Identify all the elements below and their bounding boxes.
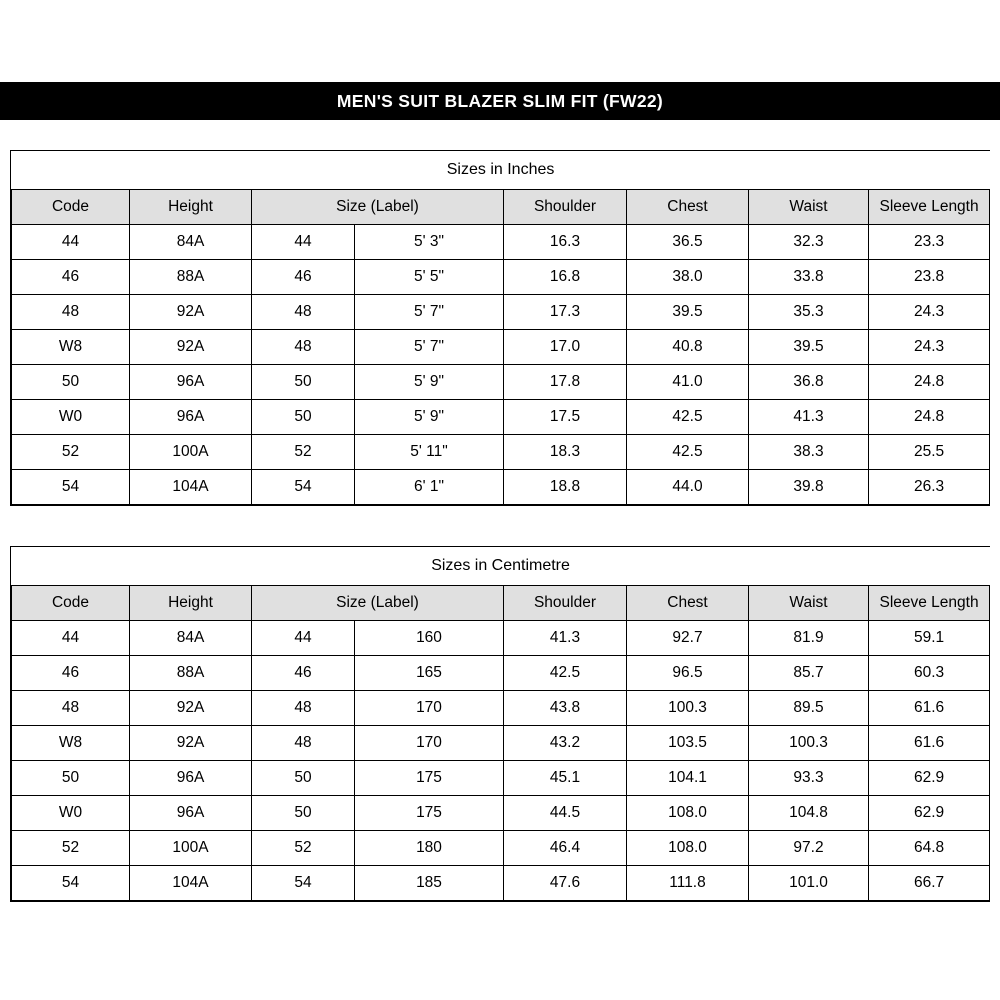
cell-shoulder: 17.5: [504, 400, 627, 435]
cell-size: 52: [252, 435, 355, 470]
table-row: [12, 435, 990, 470]
cell-shoulder: 43.8: [504, 691, 627, 726]
cell-chest: 42.5: [627, 435, 749, 470]
table-row: [12, 225, 990, 260]
cell-label: 5' 5": [355, 260, 504, 295]
table-row: [12, 761, 990, 796]
column-header-chest: Chest: [627, 190, 749, 225]
cell-sleeve: 23.3: [869, 225, 990, 260]
table-caption-row: [12, 151, 990, 190]
cell-size: 52: [252, 831, 355, 866]
cell-size: 48: [252, 330, 355, 365]
cell-sleeve: 24.8: [869, 400, 990, 435]
table-header-row: [12, 586, 990, 621]
cell-label: 5' 9": [355, 400, 504, 435]
cell-label: 165: [355, 656, 504, 691]
table-header-row: [12, 190, 990, 225]
cell-sleeve: 24.3: [869, 295, 990, 330]
inches-table-block: [10, 150, 990, 506]
table-row: [12, 365, 990, 400]
cell-size: 44: [252, 621, 355, 656]
cell-code: W8: [12, 330, 130, 365]
cell-waist: 36.8: [749, 365, 869, 400]
cell-height: 104A: [130, 866, 252, 901]
cell-label: 6' 1": [355, 470, 504, 505]
cell-sleeve: 23.8: [869, 260, 990, 295]
cell-height: 84A: [130, 225, 252, 260]
cell-code: 50: [12, 761, 130, 796]
cell-chest: 104.1: [627, 761, 749, 796]
cell-height: 92A: [130, 691, 252, 726]
cell-waist: 101.0: [749, 866, 869, 901]
cell-size: 50: [252, 400, 355, 435]
cell-sleeve: 59.1: [869, 621, 990, 656]
cell-height: 84A: [130, 621, 252, 656]
cell-code: W0: [12, 400, 130, 435]
cell-label: 170: [355, 691, 504, 726]
page-title: [0, 82, 1000, 120]
cell-shoulder: 16.3: [504, 225, 627, 260]
cell-waist: 97.2: [749, 831, 869, 866]
cell-label: 180: [355, 831, 504, 866]
cell-shoulder: 16.8: [504, 260, 627, 295]
table-row: [12, 260, 990, 295]
cell-label: 170: [355, 726, 504, 761]
cell-size: 50: [252, 365, 355, 400]
cell-sleeve: 60.3: [869, 656, 990, 691]
cell-code: 50: [12, 365, 130, 400]
cell-shoulder: 45.1: [504, 761, 627, 796]
cell-waist: 104.8: [749, 796, 869, 831]
cell-chest: 108.0: [627, 831, 749, 866]
cell-waist: 41.3: [749, 400, 869, 435]
cell-size: 44: [252, 225, 355, 260]
cell-height: 92A: [130, 726, 252, 761]
cell-height: 96A: [130, 761, 252, 796]
cell-code: 44: [12, 621, 130, 656]
cell-height: 88A: [130, 656, 252, 691]
cell-chest: 38.0: [627, 260, 749, 295]
cell-label: 185: [355, 866, 504, 901]
page-title-text: MEN'S SUIT BLAZER SLIM FIT (FW22): [336, 90, 664, 111]
cell-chest: 111.8: [627, 866, 749, 901]
cell-waist: 93.3: [749, 761, 869, 796]
column-header-code: Code: [12, 586, 130, 621]
cell-label: 160: [355, 621, 504, 656]
cell-sleeve: 64.8: [869, 831, 990, 866]
cell-size: 46: [252, 260, 355, 295]
cell-sleeve: 66.7: [869, 866, 990, 901]
cell-label: 175: [355, 796, 504, 831]
cell-code: 46: [12, 656, 130, 691]
cell-waist: 38.3: [749, 435, 869, 470]
cell-size: 48: [252, 726, 355, 761]
cell-shoulder: 47.6: [504, 866, 627, 901]
cell-shoulder: 17.8: [504, 365, 627, 400]
column-header-chest: Chest: [627, 586, 749, 621]
cell-chest: 44.0: [627, 470, 749, 505]
table-row: [12, 691, 990, 726]
table-row: [12, 796, 990, 831]
cell-sleeve: 62.9: [869, 796, 990, 831]
inches-table: [11, 151, 990, 505]
table-row: [12, 726, 990, 761]
cell-code: 52: [12, 435, 130, 470]
table-row: [12, 831, 990, 866]
cell-waist: 39.8: [749, 470, 869, 505]
cell-height: 96A: [130, 365, 252, 400]
cell-waist: 35.3: [749, 295, 869, 330]
cell-label: 5' 9": [355, 365, 504, 400]
cell-size: 54: [252, 866, 355, 901]
column-header-sleeve-length: Sleeve Length: [869, 586, 990, 621]
cell-chest: 92.7: [627, 621, 749, 656]
cell-label: 5' 7": [355, 295, 504, 330]
column-header-sleeve-length: Sleeve Length: [869, 190, 990, 225]
cell-height: 96A: [130, 796, 252, 831]
cell-chest: 96.5: [627, 656, 749, 691]
cell-code: 48: [12, 295, 130, 330]
cell-size: 48: [252, 295, 355, 330]
cell-code: 48: [12, 691, 130, 726]
column-header-waist: Waist: [749, 190, 869, 225]
cell-height: 92A: [130, 295, 252, 330]
cell-size: 54: [252, 470, 355, 505]
cell-code: 52: [12, 831, 130, 866]
cell-waist: 81.9: [749, 621, 869, 656]
column-header-shoulder: Shoulder: [504, 190, 627, 225]
cell-waist: 39.5: [749, 330, 869, 365]
cell-code: W0: [12, 796, 130, 831]
table-row: [12, 470, 990, 505]
cell-sleeve: 61.6: [869, 691, 990, 726]
cell-sleeve: 61.6: [869, 726, 990, 761]
centimetre-table-block: [10, 546, 990, 902]
cell-size: 48: [252, 691, 355, 726]
centimetre-table: [11, 547, 990, 901]
cell-size: 50: [252, 761, 355, 796]
cell-waist: 89.5: [749, 691, 869, 726]
cell-size: 50: [252, 796, 355, 831]
column-header-shoulder: Shoulder: [504, 586, 627, 621]
cell-label: 5' 7": [355, 330, 504, 365]
cell-shoulder: 42.5: [504, 656, 627, 691]
table-caption: Sizes in Centimetre: [12, 547, 990, 586]
cell-shoulder: 41.3: [504, 621, 627, 656]
cell-sleeve: 26.3: [869, 470, 990, 505]
cell-code: 54: [12, 866, 130, 901]
cell-shoulder: 18.3: [504, 435, 627, 470]
column-header-height: Height: [130, 586, 252, 621]
cell-code: W8: [12, 726, 130, 761]
table-row: [12, 621, 990, 656]
cell-waist: 100.3: [749, 726, 869, 761]
cell-code: 44: [12, 225, 130, 260]
cell-chest: 36.5: [627, 225, 749, 260]
cell-height: 100A: [130, 831, 252, 866]
cell-waist: 33.8: [749, 260, 869, 295]
cell-shoulder: 44.5: [504, 796, 627, 831]
cell-label: 5' 11": [355, 435, 504, 470]
column-header-height: Height: [130, 190, 252, 225]
column-header-code: Code: [12, 190, 130, 225]
cell-sleeve: 25.5: [869, 435, 990, 470]
cell-sleeve: 62.9: [869, 761, 990, 796]
cell-sleeve: 24.8: [869, 365, 990, 400]
table-caption-row: [12, 547, 990, 586]
cell-waist: 85.7: [749, 656, 869, 691]
column-header-size-label: Size (Label): [252, 190, 504, 225]
cell-height: 92A: [130, 330, 252, 365]
table-row: [12, 400, 990, 435]
cell-sleeve: 24.3: [869, 330, 990, 365]
cell-waist: 32.3: [749, 225, 869, 260]
cell-size: 46: [252, 656, 355, 691]
cell-chest: 40.8: [627, 330, 749, 365]
cell-height: 88A: [130, 260, 252, 295]
cell-chest: 41.0: [627, 365, 749, 400]
cell-chest: 42.5: [627, 400, 749, 435]
table-row: [12, 656, 990, 691]
cell-shoulder: 18.8: [504, 470, 627, 505]
cell-label: 5' 3": [355, 225, 504, 260]
table-caption: Sizes in Inches: [12, 151, 990, 190]
cell-shoulder: 17.0: [504, 330, 627, 365]
cell-label: 175: [355, 761, 504, 796]
column-header-size-label: Size (Label): [252, 586, 504, 621]
cell-chest: 100.3: [627, 691, 749, 726]
cell-height: 104A: [130, 470, 252, 505]
cell-chest: 103.5: [627, 726, 749, 761]
cell-height: 100A: [130, 435, 252, 470]
table-row: [12, 295, 990, 330]
table-row: [12, 866, 990, 901]
cell-chest: 39.5: [627, 295, 749, 330]
cell-shoulder: 43.2: [504, 726, 627, 761]
cell-code: 46: [12, 260, 130, 295]
table-row: [12, 330, 990, 365]
cell-shoulder: 46.4: [504, 831, 627, 866]
column-header-waist: Waist: [749, 586, 869, 621]
cell-shoulder: 17.3: [504, 295, 627, 330]
cell-chest: 108.0: [627, 796, 749, 831]
cell-code: 54: [12, 470, 130, 505]
cell-height: 96A: [130, 400, 252, 435]
